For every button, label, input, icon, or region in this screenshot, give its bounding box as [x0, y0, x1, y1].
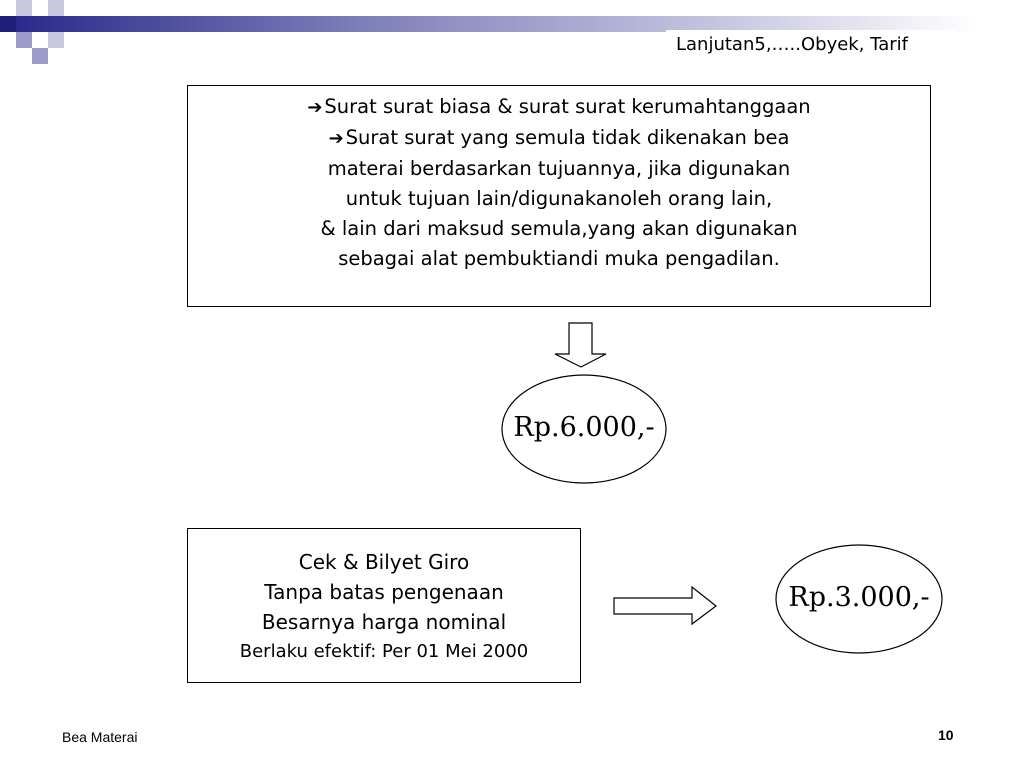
text-line: Tanpa batas pengenaan — [264, 580, 504, 604]
text-line-content: Surat surat yang semula tidak dikenakan bea — [345, 126, 790, 149]
arrow-right-icon: ➔ — [328, 128, 344, 149]
down-arrow-shape — [555, 323, 606, 367]
arrow-right-icon: ➔ — [307, 97, 323, 118]
price-top-label: Rp.6.000,- — [513, 412, 655, 443]
bottom-text-box — [187, 528, 581, 683]
text-line: untuk tujuan lain/digunakanoleh orang lain, — [345, 187, 773, 210]
text-line-content: Surat surat biasa & surat surat kerumahtanggaan — [324, 95, 811, 118]
text-line: Besarnya harga nominal — [261, 610, 507, 634]
text-line: Berlaku efektif: Per 01 Mei 2000 — [239, 641, 529, 662]
page-number: 10 — [938, 727, 954, 743]
footer-label: Bea Materai — [62, 729, 138, 745]
text-line: materai berdasarkan tujuannya, jika digunakan — [327, 157, 791, 180]
price-bottom-label: Rp.3.000,- — [788, 582, 930, 613]
text-line: sebagai alat pembuktiandi muka pengadilan. — [338, 247, 780, 270]
text-line: Cek & Bilyet Giro — [298, 550, 470, 574]
slide-title: Lanjutan5,…..Obyek, Tarif — [666, 30, 956, 60]
right-arrow-shape — [614, 587, 716, 624]
text-line: & lain dari maksud semula,yang akan digunakan — [320, 217, 798, 240]
